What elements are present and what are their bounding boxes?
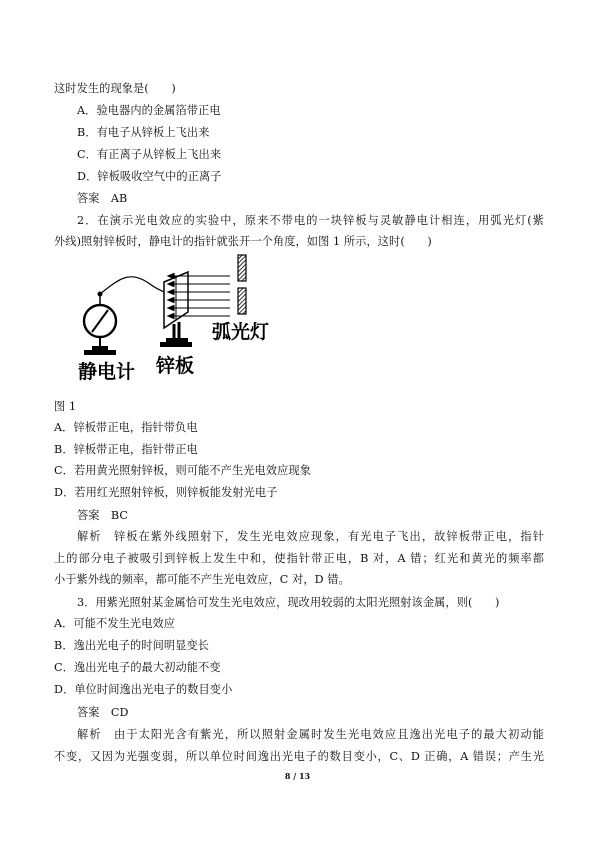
q2-stem-line1: 2．在演示光电效应的实验中，原来不带电的一块锌板与灵敏静电计相连，用弧光灯(紫 bbox=[77, 214, 544, 227]
figure-caption: 图 1 bbox=[54, 400, 77, 413]
page-number: 8 / 13 bbox=[284, 771, 311, 781]
label-arc-lamp: 弧光灯 bbox=[212, 321, 270, 343]
q2-answer: 答案 BC bbox=[77, 509, 129, 522]
q2-option-a: A．锌板带正电，指针带负电 bbox=[54, 421, 198, 434]
q2-option-d: D．若用红光照射锌板，则锌板能发射光电子 bbox=[54, 486, 278, 499]
q2-analysis-line2: 上的部分电子被吸引到锌板上发生中和，使指针带正电，B 对，A 错；红光和黄光的频率都 bbox=[54, 552, 544, 565]
label-zinc-plate: 锌板 bbox=[156, 355, 195, 377]
q3-analysis-line1: 解析 由于太阳光含有紫光，所以照射金属时发生光电效应且逸出光电子的最大初动能 bbox=[77, 728, 544, 741]
q3-option-b: B．逸出光电子的时间明显变长 bbox=[54, 639, 210, 652]
label-electrometer: 静电计 bbox=[78, 361, 136, 383]
q3-option-a: A．可能不发生光电效应 bbox=[54, 617, 176, 630]
q1-option-d: D．锌板吸收空气中的正离子 bbox=[77, 170, 222, 183]
q1-option-c: C．有正离子从锌板上飞出来 bbox=[77, 148, 222, 161]
q1-option-a: A．验电器内的金属箔带正电 bbox=[77, 104, 221, 117]
connecting-wire bbox=[100, 277, 164, 294]
electrometer-needle bbox=[92, 310, 108, 332]
q3-answer: 答案 CD bbox=[77, 706, 129, 719]
q2-option-c: C．若用黄光照射锌板，则可能不产生光电效应现象 bbox=[54, 464, 311, 477]
q2-option-b: B．锌板带正电，指针带正电 bbox=[54, 443, 198, 456]
q1-stem-tail: 这时发生的现象是( ) bbox=[54, 82, 176, 95]
electrometer-base bbox=[84, 350, 116, 355]
q2-stem-line2: 外线)照射锌板时，静电计的指针就张开一个角度，如图 1 所示，这时( ) bbox=[54, 235, 432, 248]
q3-option-d: D．单位时间逸出光电子的数目变小 bbox=[54, 683, 233, 696]
q2-analysis-line3: 小于紫外线的频率，都可能不产生光电效应，C 对，D 错。 bbox=[54, 573, 350, 586]
q1-option-b: B．有电子从锌板上飞出来 bbox=[77, 126, 210, 139]
q3-analysis-line2: 不变，又因为光强变弱，所以单位时间逸出光电子的数目变小，C、D 正确，A 错误；产生光 bbox=[54, 750, 544, 763]
q2-analysis-line1: 解析 锌板在紫外线照射下，发生光电效应现象，有光电子飞出，故锌板带正电，指针 bbox=[77, 530, 544, 543]
q1-answer: 答案 AB bbox=[77, 192, 128, 205]
figure-photoelectric-setup bbox=[60, 250, 290, 385]
q3-option-c: C．逸出光电子的最大初动能不变 bbox=[54, 661, 221, 674]
zinc-plate-base bbox=[160, 342, 192, 347]
q3-stem: 3．用紫光照射某金属恰可发生光电效应，现改用较弱的太阳光照射该金属，则( ) bbox=[77, 596, 500, 609]
arc-lamp-upper-electrode bbox=[238, 255, 246, 281]
arc-lamp-lower-electrode bbox=[238, 288, 246, 314]
